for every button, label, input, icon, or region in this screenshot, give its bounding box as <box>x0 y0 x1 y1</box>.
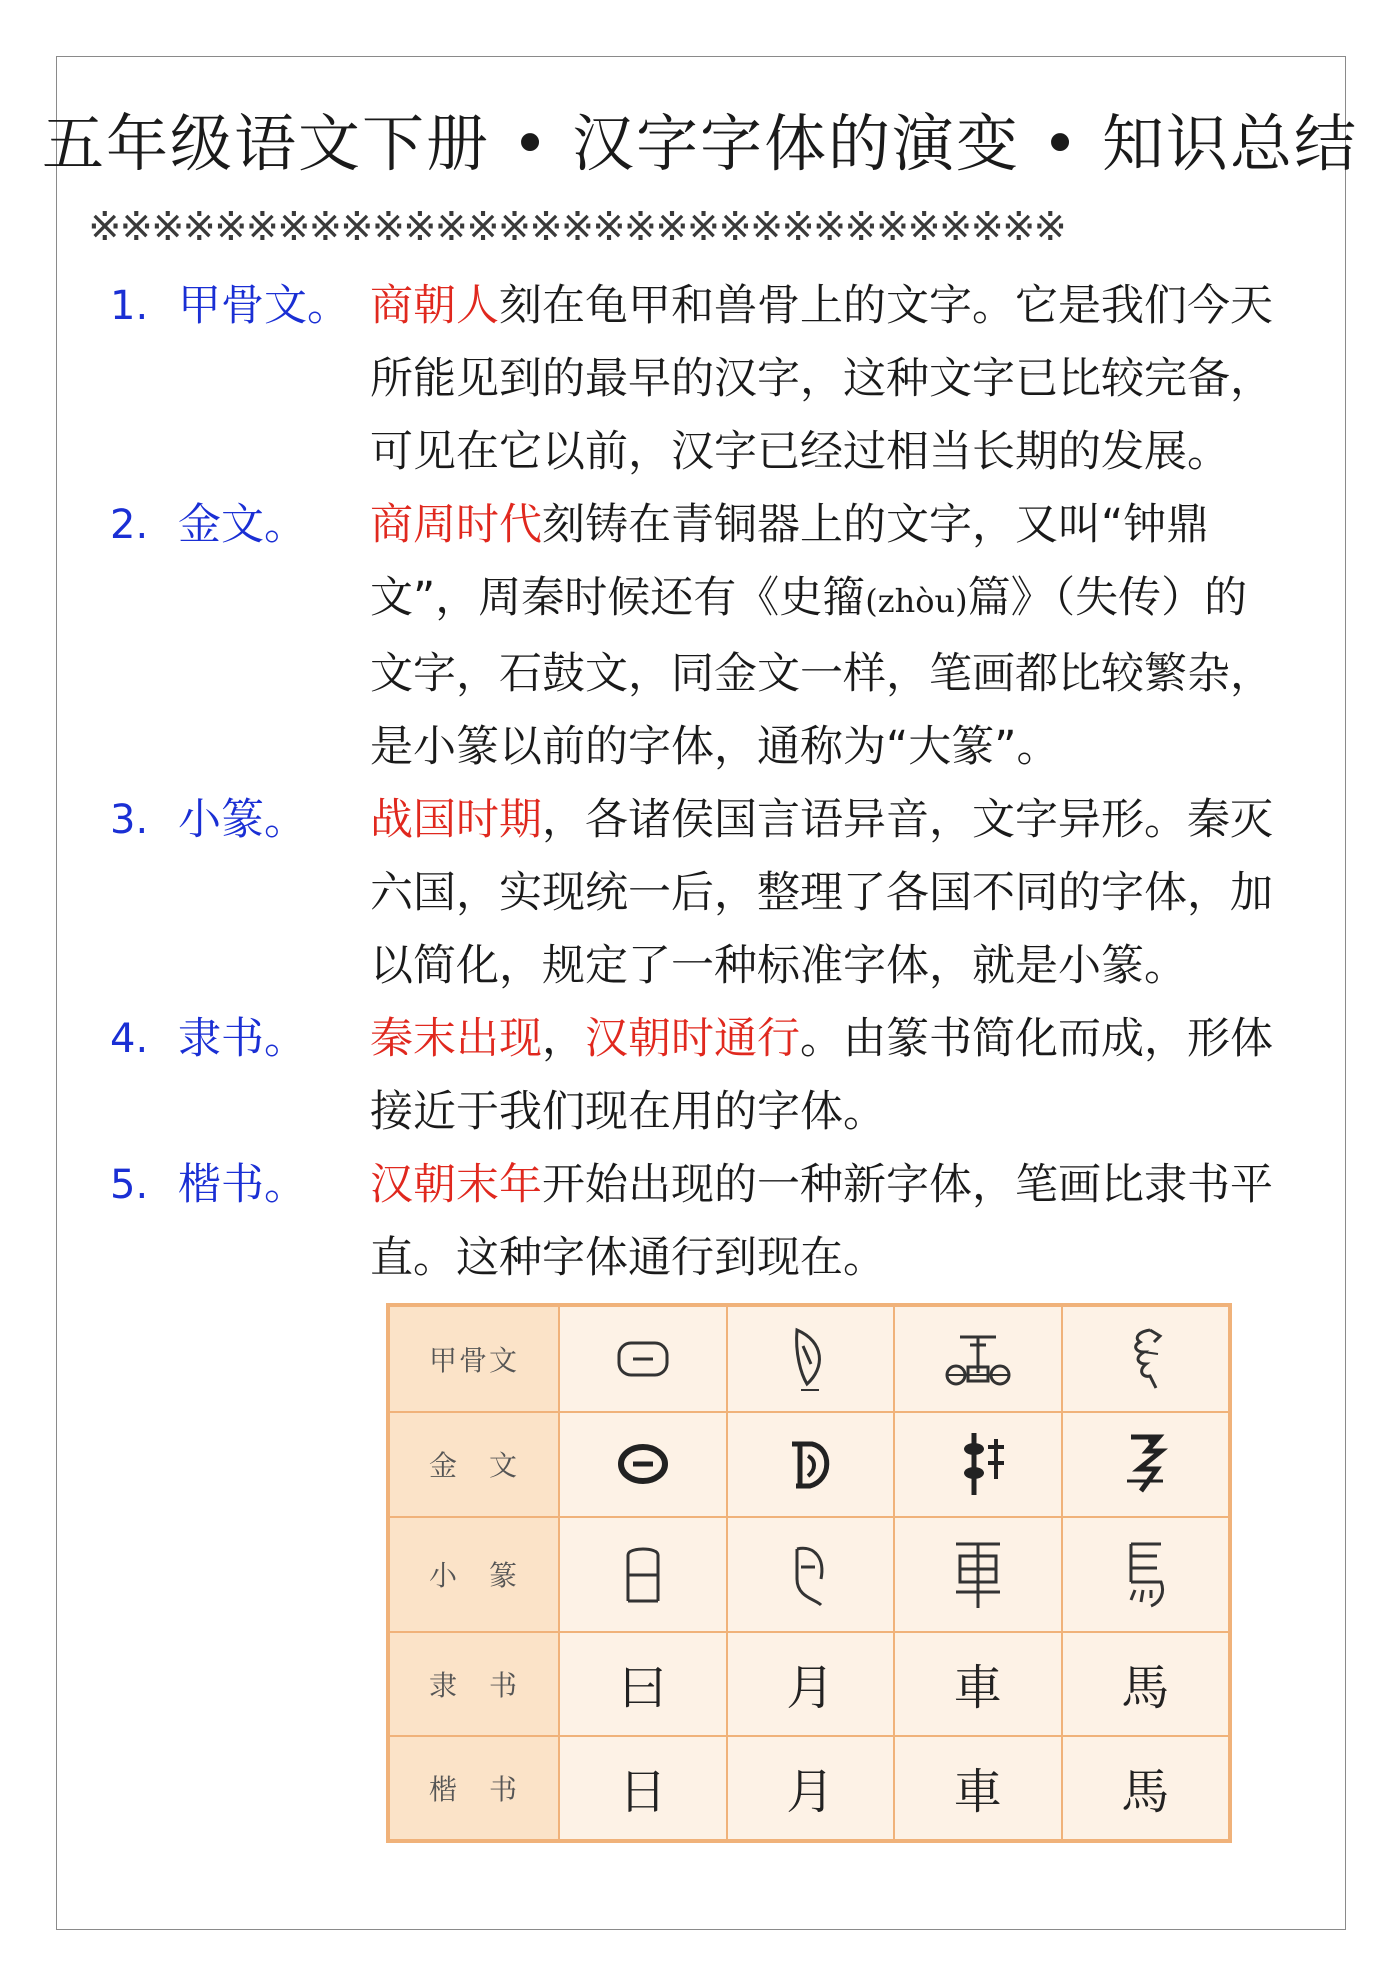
description-text: ，各诸侯国言语异音，文字异形。秦灭六国，实现统一后，整理了各国不同的字体，加以简化，规定了一种标准字体，就是小篆。 <box>370 795 1273 991</box>
list-item <box>100 784 1300 1003</box>
oracle-bone-cart-glyph <box>894 1306 1062 1412</box>
small-seal-moon-glyph <box>727 1517 895 1631</box>
item-description <box>370 784 1290 1003</box>
highlight-text: 商周时代 <box>370 500 542 550</box>
list-item <box>100 489 1300 784</box>
item-description <box>370 270 1290 489</box>
row-label: 金 文 <box>389 1412 559 1518</box>
description-text: 刻在龟甲和兽骨上的文字。它是我们今天所能见到的最早的汉字，这种文字已比较完备，可见在它以前，汉字已经过相当长期的发展。 <box>370 281 1273 477</box>
separator-text: ， <box>542 1014 585 1064</box>
item-name: 小篆。 <box>178 795 307 845</box>
highlight-text: 汉朝末年 <box>370 1160 542 1210</box>
bronze-horse-glyph <box>1062 1412 1230 1518</box>
list-item <box>100 270 1300 489</box>
decorative-divider: ※※※※※※※※※※※※※※※※※※※※※※※※※※※※※※※ <box>88 205 1065 249</box>
oracle-bone-moon-glyph <box>727 1306 895 1412</box>
regular-cart-glyph: 車 <box>894 1736 1062 1840</box>
description-text: 。由篆书简化而成，形体接近于我们现在用的字体。 <box>370 1014 1273 1137</box>
bronze-moon-glyph <box>727 1412 895 1518</box>
highlight-text: 秦末出现 <box>370 1014 542 1064</box>
table-row <box>389 1632 1229 1736</box>
oracle-bone-horse-glyph <box>1062 1306 1230 1412</box>
clerical-horse-glyph: 馬 <box>1062 1632 1230 1736</box>
item-description <box>370 1003 1290 1149</box>
clerical-cart-glyph: 車 <box>894 1632 1062 1736</box>
highlight-text: 战国时期 <box>370 795 542 845</box>
pinyin-note: (zhòu) <box>865 582 968 620</box>
small-seal-cart-glyph <box>894 1517 1062 1631</box>
highlight-text: 汉朝时通行 <box>585 1014 800 1064</box>
item-number: 1. <box>110 283 149 329</box>
table-row <box>389 1412 1229 1518</box>
highlight-text: 商朝人 <box>370 281 499 331</box>
row-label: 隶 书 <box>389 1632 559 1736</box>
description-text: 开始出现的一种新字体，笔画比隶书平直。这种字体通行到现在。 <box>370 1160 1273 1283</box>
regular-horse-glyph: 馬 <box>1062 1736 1230 1840</box>
table-row <box>389 1736 1229 1840</box>
table-row <box>389 1517 1229 1631</box>
script-evolution-table <box>386 1303 1232 1843</box>
oracle-bone-sun-glyph <box>559 1306 727 1412</box>
row-label: 甲骨文 <box>389 1306 559 1412</box>
bronze-sun-glyph <box>559 1412 727 1518</box>
item-description <box>370 489 1290 784</box>
knowledge-list <box>100 270 1300 1295</box>
item-name: 甲骨文。 <box>178 281 350 331</box>
regular-moon-glyph: 月 <box>727 1736 895 1840</box>
table-row <box>389 1306 1229 1412</box>
item-name: 隶书。 <box>178 1014 307 1064</box>
row-label: 小 篆 <box>389 1517 559 1631</box>
page-title: 五年级语文下册 • 汉字字体的演变 • 知识总结 <box>42 107 1358 180</box>
small-seal-sun-glyph <box>559 1517 727 1631</box>
item-name: 金文。 <box>178 500 307 550</box>
clerical-moon-glyph: 月 <box>727 1632 895 1736</box>
row-label: 楷 书 <box>389 1736 559 1840</box>
item-number: 4. <box>110 1016 149 1062</box>
small-seal-horse-glyph <box>1062 1517 1230 1631</box>
list-item <box>100 1149 1300 1295</box>
clerical-sun-glyph: 曰 <box>559 1632 727 1736</box>
item-description <box>370 1149 1290 1295</box>
description-text: 篇》（失传）的文字，石鼓文，同金文一样，笔画都比较繁杂，是小篆以前的字体，通称为“大篆”。 <box>370 573 1273 772</box>
item-name: 楷书。 <box>178 1160 307 1210</box>
item-number: 5. <box>110 1162 149 1208</box>
bronze-cart-glyph <box>894 1412 1062 1518</box>
item-number: 3. <box>110 797 149 843</box>
description-text: 刻铸在青铜器上的文字，又叫“钟鼎文”，周秦时候还有《史籀 <box>370 500 1210 623</box>
regular-sun-glyph: 日 <box>559 1736 727 1840</box>
list-item <box>100 1003 1300 1149</box>
item-number: 2. <box>110 502 149 548</box>
